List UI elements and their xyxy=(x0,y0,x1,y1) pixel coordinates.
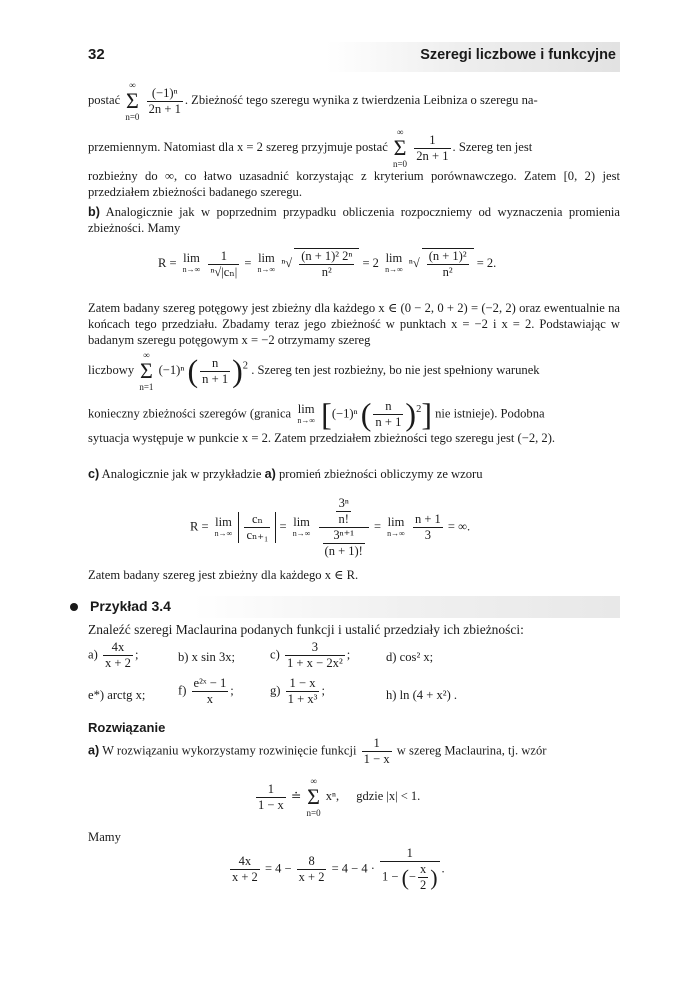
example-item-b: b) x sin 3x; xyxy=(178,650,236,664)
text-przemiennym: przemiennym. Natomiast dla x = 2 szereg przyjmuje postać xyxy=(88,139,388,154)
example-item-h: h) ln (4 + x²) . xyxy=(386,688,458,702)
text-leibniz: . Zbieżność tego szeregu wynika z twierdzenia Leibniza o szeregu na- xyxy=(184,92,538,107)
solution-a-line: a) W rozwiązaniu wykorzystamy rozwinięcie funkcji $\frac{1}{1 - x}$ w szereg Maclaurina, tj. wzór xyxy=(88,736,547,766)
equation-radius-c: R = lim n→∞ $\frac{\text{cₙ}}{\text{cₙ₊₁}}$ = lim n→∞ $\frac{\frac{\text{3ⁿ}}{n!}}{\frac{\text{3ⁿ⁺¹}}{(n + 1)!}}$ = lim n→∞ $\frac{n + 1}{3}$ = ∞. xyxy=(190,496,471,558)
label-c: c) xyxy=(88,467,100,481)
equation-geometric-series: $\frac{1}{1 - x}$ ≐ ∞ Σ n=0 xⁿ, gdzie |x| < 1. xyxy=(258,776,421,818)
sum-symbol: ∞ Σ n=0 xyxy=(392,127,408,169)
equation-radius-b: R = lim n→∞ $\frac{1}{\text{ⁿ√|cₙ|}}$ = lim n→∞ ⁿ√ $\frac{\text{(n + 1)² 2ⁿ}}{\text{n²}}$ = 2 lim n→∞ ⁿ√ $\frac{\text{(n + 1)²}}{\text{n²}}$ = 2. xyxy=(158,248,497,279)
paragraph-line-konieczny: konieczny zbieżności szeregów (granica lim n→∞ [(−1)ⁿ ( $\frac{n}{n + 1}$ )$^2$] nie istnieje). Podobna xyxy=(88,396,545,432)
text-rozbiezny: . Szereg ten jest rozbieżny, bo nie jest spełniony warunek xyxy=(251,362,540,377)
bullet-icon xyxy=(70,603,78,611)
example-item-f: f) $\frac{\text{e²ˣ − 1}}{x}$ ; xyxy=(178,676,234,706)
text-konieczny: konieczny zbieżności szeregów (granica xyxy=(88,406,292,421)
example-item-g: g) $\frac{1 - x}{\text{1 + x³}}$ ; xyxy=(270,676,325,706)
sum-symbol: ∞ Σ n=1 xyxy=(139,350,154,392)
example-item-d: d) cos² x; xyxy=(386,650,434,664)
fraction-alt-series: $\frac{\text{(−1)ⁿ}}{2n + 1}$ xyxy=(148,85,181,116)
text-szereg-ten: . Szereg ten jest xyxy=(452,139,533,154)
sum-symbol: ∞ Σ n=0 xyxy=(125,80,140,122)
equation-expansion-a: $\frac{4x}{x + 2}$ = 4 − $\frac{8}{x + 2}$ = 4 − 4 · 1 1 − (− $\frac{x}{2}$ ) . xyxy=(232,846,445,892)
label-b: b) xyxy=(88,205,100,219)
paragraph-convergent-R: Zatem badany szereg jest zbieżny dla każdego x ∈ R. xyxy=(88,568,359,582)
paragraph-divergent: rozbieżny do ∞, co łatwo uzasadnić korzystając z kryterium porównawczego. Zatem [0, 2) jest przedziałem zbieżności badanego szeregu. xyxy=(88,169,620,199)
paragraph-line-2 xyxy=(88,127,620,169)
text-nie-istnieje: nie istnieje). Podobna xyxy=(435,406,545,421)
solution-title: Rozwiązanie xyxy=(88,720,166,735)
text-mamy: Mamy xyxy=(88,830,121,844)
example-item-e: e*) arctg x; xyxy=(88,688,146,702)
paragraph-b-intro xyxy=(88,204,620,236)
paragraph-conclusion-b: Zatem badany szereg potęgowy jest zbieżny dla każdego x ∈ (0 − 2, 0 + 2) = (−2, 2) oraz ewentualnie na końcach tego przedziału. Zbadamy teraz jego zbieżność w punktach x = −2 i x = 2. Podstawiając w badanym szeregu potęgowym x = −2 otrzymamy szereg xyxy=(88,301,620,347)
text-postac: postać xyxy=(88,92,121,107)
paragraph-line-1 xyxy=(88,80,620,122)
example-title: Przykład 3.4 xyxy=(70,598,171,614)
example-task: Znaleźć szeregi Maclaurina podanych funkcji i ustalić przedziały ich zbieżności: xyxy=(88,622,524,637)
page-number: 32 xyxy=(88,46,105,63)
text-b-intro: Analogicznie jak w poprzednim przypadku obliczenia rozpoczniemy od wyznaczenia promienia zbieżności. Mamy xyxy=(88,205,620,235)
example-item-c: c) $\frac{3}{\text{1 + x − 2x²}}$ ; xyxy=(270,640,351,670)
paragraph-c-intro: c) Analogicznie jak w przykładzie a) promień zbieżności obliczymy ze wzoru xyxy=(88,467,483,481)
paragraph-line-liczbowy: liczbowy ∞ Σ n=1 (−1)ⁿ ( $\frac{n}{n + 1}$ )$^2$ . Szereg ten jest rozbieżny, bo nie jest spełniony warunek xyxy=(88,350,540,392)
paragraph-x2: sytuacja występuje w punkcie x = 2. Zatem przedziałem zbieżności tego szeregu jest (−2, 2). xyxy=(88,431,556,445)
fraction-series-x2: $\frac{1}{2n + 1}$ xyxy=(416,132,449,163)
example-item-a: a) $\frac{4x}{x + 2}$ ; xyxy=(88,640,139,670)
text-liczbowy: liczbowy xyxy=(88,362,135,377)
running-title: Szeregi liczbowe i funkcyjne xyxy=(420,47,616,63)
